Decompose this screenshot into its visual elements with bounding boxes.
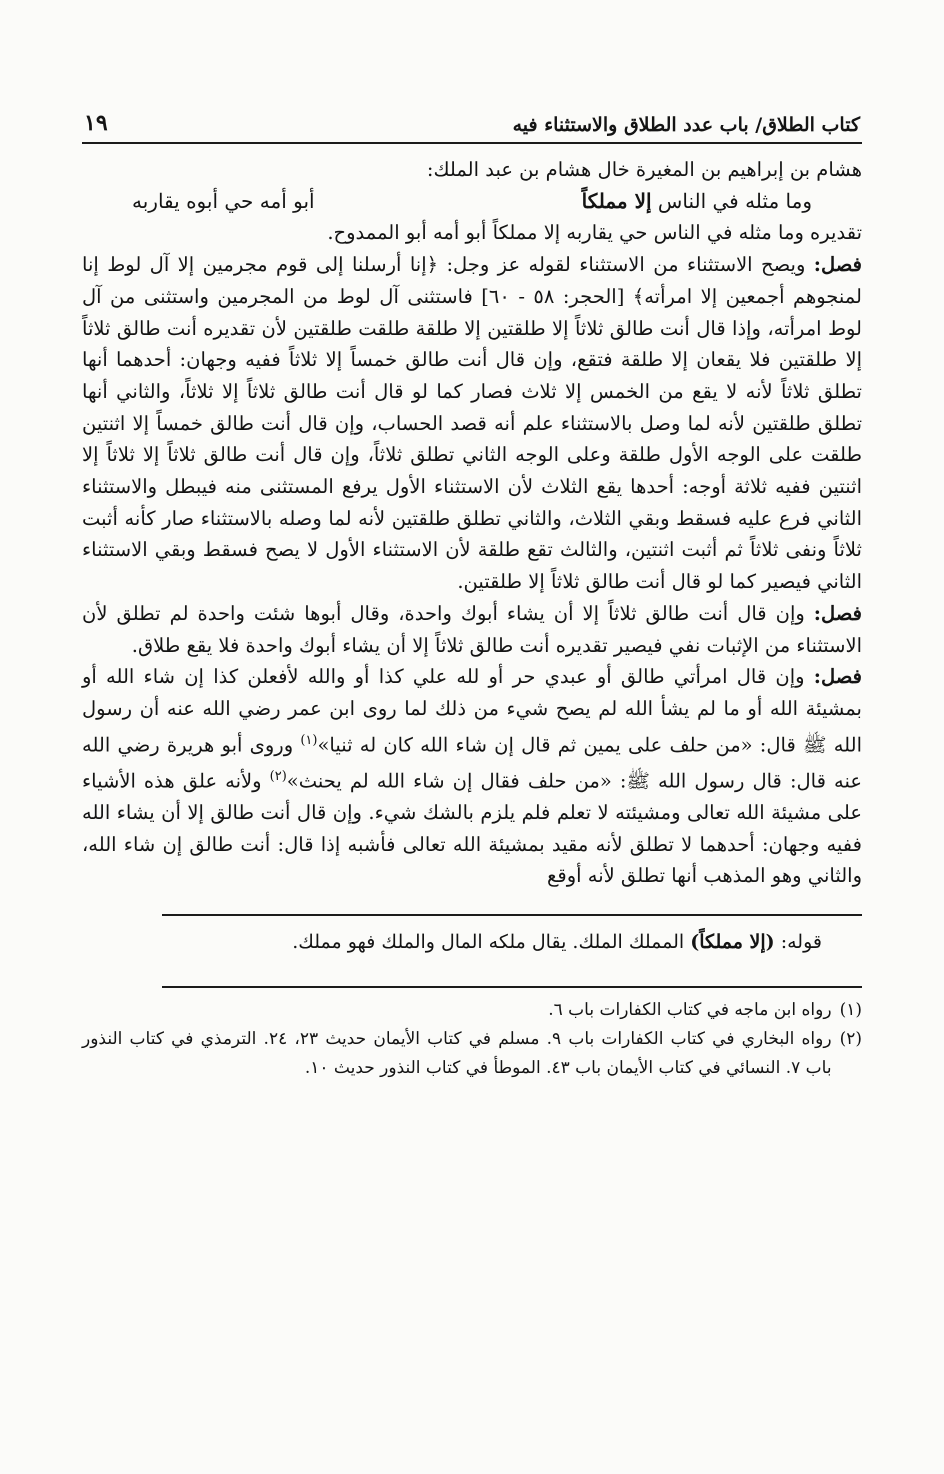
gloss-text: المملك الملك. يقال ملكه المال والملك فهو مملك. [292,931,691,954]
poem-verse [82,186,862,218]
footnote-ref-2[interactable]: (٢) [269,768,287,784]
section-label: فصل: [813,665,862,689]
footnote-number: (٢) [839,1029,862,1050]
footnote-number: (١) [839,1000,862,1021]
book-page [82,96,862,1083]
verse-explanation: تقديره وما مثله في الناس حي يقاربه إلا مملكاً أبو أمه أبو الممدوح. [327,221,862,245]
footnote [82,996,862,1025]
running-title: كتاب الطلاق/ باب عدد الطلاق والاستثناء فيه [512,114,860,136]
page-header [82,96,862,144]
gloss-term: (إلا مملكاً) [690,931,775,954]
poem-hemistich-first-text: وما مثله في الناس [651,188,812,213]
footnotes-divider [162,986,862,988]
word-gloss [82,926,862,958]
footnote-text: رواه ابن ماجه في كتاب الكفارات باب ٦. [548,1000,832,1021]
poem-keyword: إلا مملكاً [581,188,652,213]
gloss-divider [162,914,862,916]
section-text: ولأنه علق هذه الأشياء على مشيئة الله تعالى ومشيئته لا تعلم فلم يلزم بالشك شيء. وإن قال أنت طالق إلا أن يشاء الله ففيه وجهان: أحدهما لا تطلق لأنه مقيد بمشيئة الله تعالى فأشبه إذا قال: أنت طالق إن شاء الله، والثاني وهو المذهب أنها تطلق لأنه أوقع [82,769,862,888]
section-text: وروى أبو هريرة رضي الله عنه قال: قال رسول الله ﷺ: «من حلف فقال إن شاء الله لم يحنث» [82,733,862,793]
footnote-ref-1[interactable]: (١) [300,732,318,748]
section-paragraph-3 [82,661,862,892]
section-text: وإن قال أنت طالق ثلاثاً إلا أن يشاء أبوك واحدة، وقال أبوها شئت واحدة لم تطلق لأن الاستثناء من الإثبات نفي فيصير تقديره أنت طالق ثلاثاً إلا أن يشاء أبوك واحدة فلا يقع طلاق. [82,601,862,657]
section-paragraph-1 [82,249,862,598]
poem-hemistich-second: أبو أمه حي أبوه يقاربه [132,188,315,213]
section-text: ويصح الاستثناء من الاستثناء لقوله عز وجل: ﴿إنا أرسلنا إلى قوم مجرمين إلا آل لوط إنا لمنجوهم أجمعين إلا امرأته﴾ [الحجر: ٥٨ - ٦٠] فاستثنى آل لوط من المجرمين واستثنى من آل لوط امرأته، وإذا قال أنت طالق ثلاثاً إلا طلقتين إلا طلقة طلقت طلقتين لأن تقديره أنت طالق ثلاثاً إلا طلقتين فلا يقعان إلا طلقة فتقع، وإن قال أنت طالق خمساً إلا ثلاثاً ففيه وجهان: أحدهما أنها تطلق ثلاثاً لأنه لا يقع من الخمس إلا ثلاث فصار كما لو قال أنت طالق ثلاثاً إلا ثلاثاً، والثاني أنها تطلق طلقتين لأنه لما وصل بالاستثناء علم أنه قصد الحساب، وإن قال أنت طالق خمساً إلا اثنتين طلقت على الوجه الأول طلقة وعلى الوجه الثاني تطلق ثلاثاً، وإن قال أنت طالق ثلاثاً إلا ثلاثاً إلا اثنتين ففيه ثلاثة أوجه: أحدها يقع الثلاث لأن الاستثناء الأول يرفع المستثنى منه فيبطل والاستثناء الثاني فرع عليه فسقط وبقي الثلاث، والثاني تطلق طلقتين لأنه لما وصله بالاستثناء صار كأنه أثبت ثلاثاً ونفى ثلاثاً ثم أثبت اثنتين، والثالث تقع طلقة لأن الاستثناء الأول لا يصح فسقط وبقي الاستثناء الثاني فيصير كما لو قال أنت طالق ثلاثاً إلا طلقتين. [82,253,862,594]
intro-line: هشام بن إبراهيم بن المغيرة خال هشام بن عبد الملك: [426,158,862,181]
gloss-prefix: قوله: [774,931,822,954]
section-text: وإن قال امرأتي طالق أو عبدي حر أو لله علي كذا أو والله لأفعلن كذا إن شاء الله أو بمشيئة الله أو ما لم يشأ الله لم يصح شيء من ذلك لما روى ابن عمر رضي الله عنه أن رسول الله ﷺ قال: «من حلف على يمين ثم قال إن شاء الله كان له ثنيا» [82,665,862,757]
poem-hemistich-first [582,186,812,218]
main-text [82,154,862,892]
section-label: فصل: [813,601,862,625]
footnote-text: رواه البخاري في كتاب الكفارات باب ٩. مسلم في كتاب الأيمان حديث ٢٣، ٢٤. الترمذي في كتاب النذور باب ٧. النسائي في كتاب الأيمان باب ٤٣. الموطأ في كتاب النذور حديث ١٠. [82,1029,832,1079]
footnotes [82,996,862,1083]
footnote [82,1025,862,1083]
page-number: ١٩ [84,110,108,136]
section-label: فصل: [813,253,862,277]
section-paragraph-2 [82,598,862,661]
